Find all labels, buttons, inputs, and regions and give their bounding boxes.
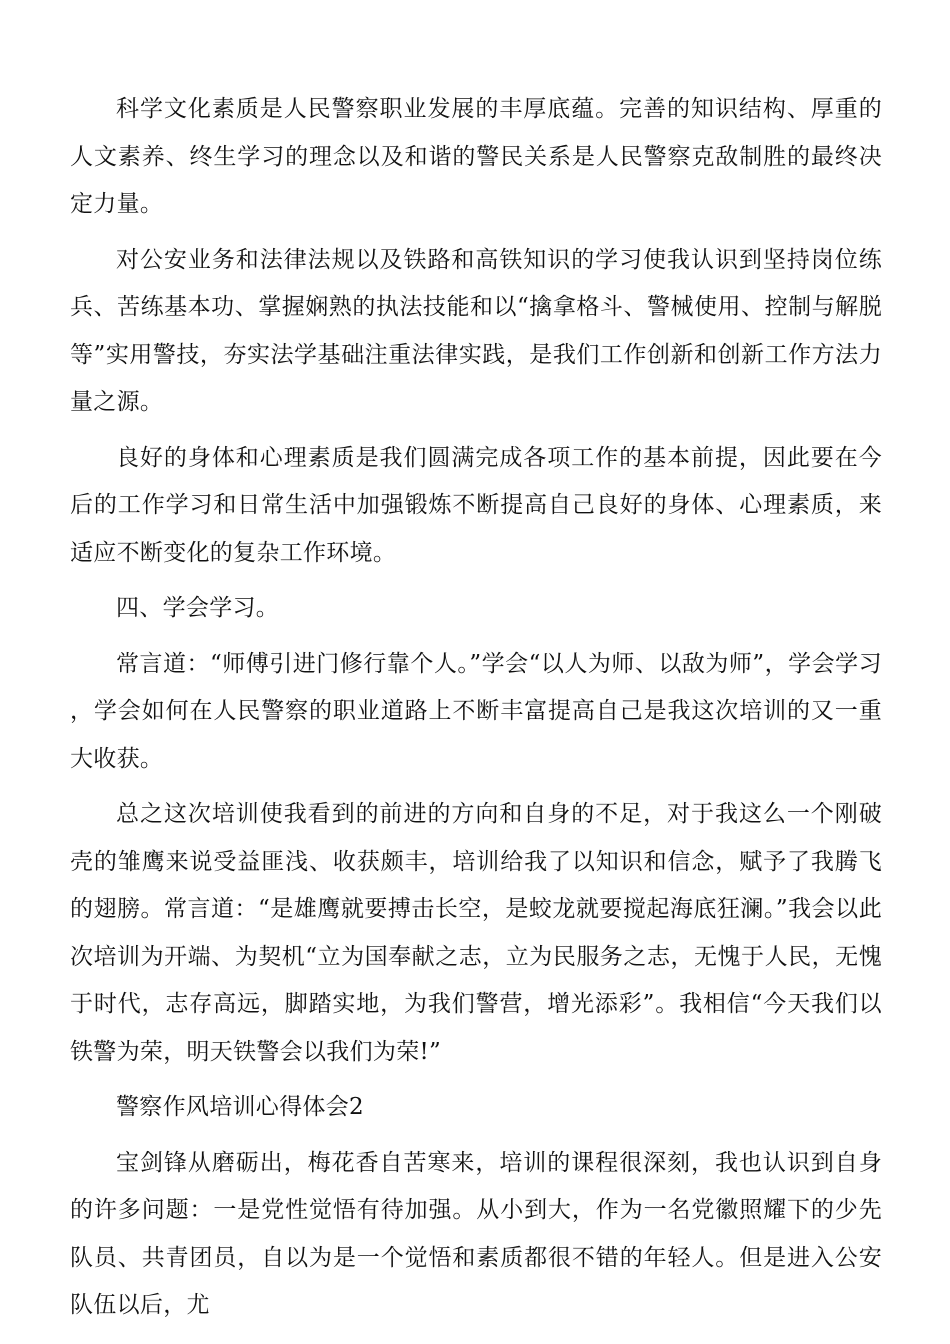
paragraph-sword-plum: 宝剑锋从磨砺出，梅花香自苦寒来，培训的课程很深刻，我也认识到自身的许多问题：一是党性觉悟有待加强。从小到大，作为一名党徽照耀下的少先队员、共青团员，自以为是一个觉悟和素质都很不错的年轻人。但是进入公安队伍以后，尤: [70, 1149, 882, 1318]
paragraph-conclusion: 总之这次培训使我看到的前进的方向和自身的不足，对于我这么一个刚破壳的雏鹰来说受益匪浅、收获颇丰，培训给我了以知识和信念，赋予了我腾飞的翅膀。常言道：“是雄鹰就要搏击长空，是蛟龙就要搅起海底狂澜。”我会以此次培训为开端、为契机“立为国奉献之志，立为民服务之志，无愧于人民，无愧于时代，志存高远，脚踏实地，为我们警营，增光添彩”。我相信“今天我们以铁警为荣，明天铁警会以我们为荣!”: [70, 801, 882, 1065]
paragraph-master-and-self: 常言道：“师傅引进门修行靠个人。”学会“以人为师、以敌为师”，学会学习，学会如何在人民警察的职业道路上不断丰富提高自己是我这次培训的又一重大收获。: [70, 650, 882, 772]
document-body: [70, 86, 882, 1338]
paragraph-physical-mental: 良好的身体和心理素质是我们圆满完成各项工作的基本前提，因此要在今后的工作学习和日常生活中加强锻炼不断提高自己良好的身体、心理素质，来适应不断变化的复杂工作环境。: [70, 444, 882, 566]
paragraph-police-skills: 对公安业务和法律法规以及铁路和高铁知识的学习使我认识到坚持岗位练兵、苦练基本功、掌握娴熟的执法技能和以“擒拿格斗、警械使用、控制与解脱等”实用警技，夯实法学基础注重法律实践，是我们工作创新和创新工作方法力量之源。: [70, 246, 882, 415]
article-title-2: 警察作风培训心得体会2: [116, 1094, 364, 1120]
paragraph-science-culture: 科学文化素质是人民警察职业发展的丰厚底蕴。完善的知识结构、厚重的人文素养、终生学习的理念以及和谐的警民关系是人民警察克敌制胜的最终决定力量。: [70, 96, 882, 217]
section-heading-learn-to-learn: 四、学会学习。: [116, 595, 280, 621]
